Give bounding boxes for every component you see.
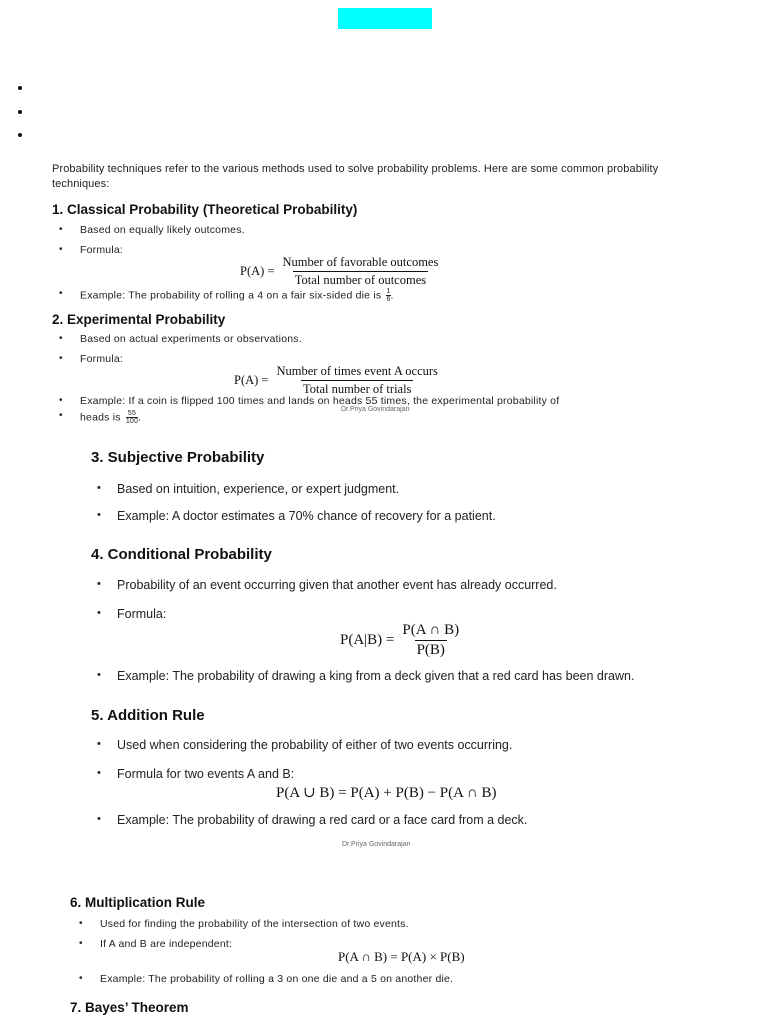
formula-lhs: P(A|B) = [340,632,395,648]
formula-denominator: P(B) [416,642,445,658]
header-accent-bar [338,8,432,29]
formula-numerator: Number of times event A occurs [276,364,438,378]
section-heading-addition: 5. Addition Rule [91,707,205,724]
formula-lhs: P(A) = [240,264,275,278]
formula-experimental [234,364,440,397]
formula-conditional [340,622,461,659]
formula-fraction [400,622,461,659]
list-item-example: • Example: If a coin is flipped 100 times and lands on heads 55 times, the experimental probability of [80,395,559,407]
formula-fraction [280,255,440,288]
fraction-denominator: 6 [386,296,391,303]
list-item: • Based on actual experiments or observations. [80,333,302,345]
section-heading-subjective: 3. Subjective Probability [91,449,265,466]
list-item: • Based on equally likely outcomes. [80,224,245,236]
formula-classical [240,255,440,288]
section-heading-conditional: 4. Conditional Probability [91,546,272,563]
section-heading-classical: 1. Classical Probability (Theoretical Probability) [52,202,358,217]
formula-multiplication: P(A ∩ B) = P(A) × P(B) [338,949,465,964]
fraction-denominator: 100 [125,418,139,425]
intro-paragraph: Probability techniques refer to the various methods used to solve probability problems. Here are some common probability techniques: [52,163,659,190]
inline-fraction [126,410,138,425]
list-item: • Formula: [117,607,166,621]
list-item: • Formula: [80,244,123,256]
list-item: • Used when considering the probability of either of two events occurring. [117,738,512,752]
empty-bullet [18,86,22,90]
list-item: • Example: The probability of drawing a red card or a face card from a deck. [117,813,527,827]
section-heading-bayes: 7. Bayes’ Theorem [70,1000,189,1015]
author-watermark: Dr.Priya Govindarajan [342,841,411,848]
empty-bullet [18,133,22,137]
list-item: • Formula: [80,353,123,365]
list-item: • Used for finding the probability of the intersection of two events. [100,918,409,930]
formula-denominator: Total number of trials [302,382,412,396]
formula-numerator: P(A ∩ B) [402,622,460,638]
list-item: • If A and B are independent: [100,938,232,950]
fraction-numerator: 1 [386,288,391,295]
section-heading-multiplication: 6. Multiplication Rule [70,895,206,910]
formula-lhs: P(A) = [234,373,269,387]
list-item: • Probability of an event occurring given that another event has already occurred. [117,578,557,592]
section-heading-experimental: 2. Experimental Probability [52,312,226,327]
author-watermark: Dr.Priya Govindarajan [341,406,410,413]
list-item: • Formula for two events A and B: [117,767,294,781]
formula-addition: P(A ∪ B) = P(A) + P(B) − P(A ∩ B) [276,785,497,801]
example-period: . [390,289,394,302]
list-item: • Example: The probability of drawing a king from a deck given that a red card has been drawn. [117,669,634,683]
list-item: • Example: The probability of rolling a 3 on one die and a 5 on another die. [100,973,453,985]
fraction-numerator: 55 [127,410,137,417]
list-item: • Based on intuition, experience, or expert judgment. [117,482,399,496]
list-item-example-continued [80,410,141,425]
example-text: Example: The probability of rolling a 4 on a fair six-sided die is [80,289,382,302]
formula-denominator: Total number of outcomes [294,273,427,287]
list-item: • Example: A doctor estimates a 70% chance of recovery for a patient. [117,509,496,523]
list-item-example [80,288,394,303]
formula-numerator: Number of favorable outcomes [282,255,439,269]
formula-fraction [274,364,439,397]
example-text: heads is [80,411,121,424]
empty-bullet [18,110,22,114]
example-period: . [138,411,142,424]
